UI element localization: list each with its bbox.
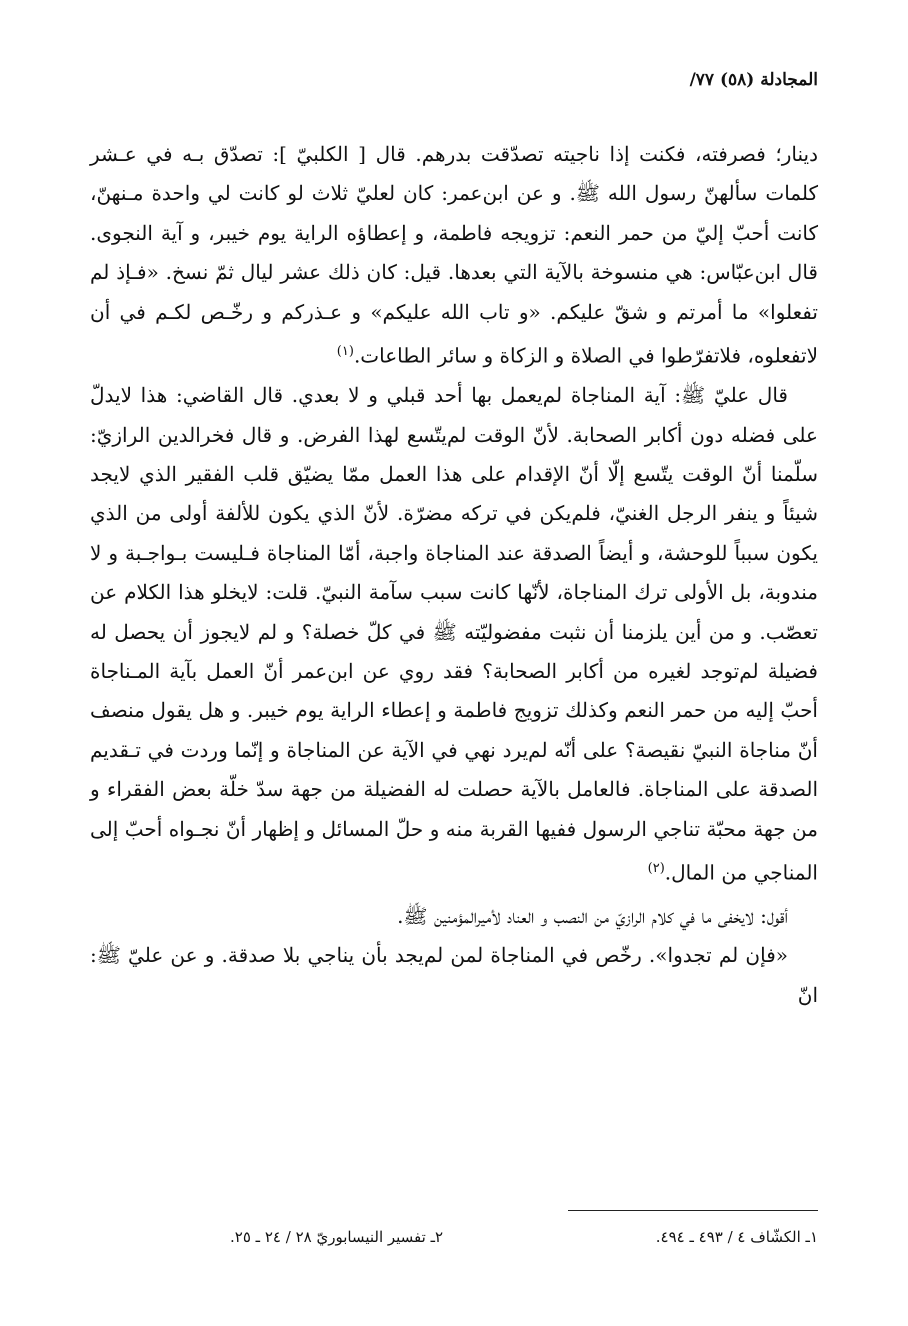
footnote-1: ١ـ الكشّاف ٤ / ٤٩٣ ـ ٤٩٤. [655,1228,818,1246]
paragraph-1 [90,135,818,376]
footnote-ref-1: (١) [336,344,354,360]
footnote-divider [568,1210,818,1211]
page-header [690,70,818,90]
footnote-ref-2: (٢) [647,860,665,876]
paragraph-2-text: قال عليّ ﷺ: آية المناجاة لم‌يعمل بها أحد قبلي و لا بعدي. قال القاضي: هذا لايدلّ على فضله دون أكابر الصحابة. لأنّ الوقت لم‌يتّسع لهذا الفرض. و قال فخرالدين الرازيّ: سلّمنا أنّ الوقت يتّسع إلّا أنّ الإقدام على هذا العمل ممّا يضيّق قلب الفقير الذي لايجد شيئاً و ينفر الرجل الغنيّ، فلم‌يكن في تركه مضرّة. لأنّ الذي يكون للألفة أولى من الذي يكون سبباً للوحشة، و أيضاً الصدقة عند المناجاة واجبة، أمّا المناجاة فـليست بـواجـبة و لا مندوبة، بل الأولى ترك المناجاة، لأنّها كانت سبب سآمة النبيّ. قلت: لايخلو هذا الكلام عن تعصّب. و من أين يلزمنا أن نثبت مفضوليّته ﷺ في كلّ خصلة؟ و لم لايجوز أن يحصل له فضيلة لم‌توجد لغيره من أكابر الصحابة؟ فقد روي عن ابن‌عمر أنّ العمل بآية المـناجاة أحبّ إليه من حمر النعم وكذلك تزويج فاطمة و إعطاء الراية يوم خيبر. و هل يقول منصف أنّ مناجاة النبيّ نقيصة؟ على أنّه لم‌يرد نهي في الآية عن المناجاة و إنّما وردت في تـقديم الصدقة على المناجاة. فالعامل بالآية حصلت له الفضيلة من جهة سدّ خلّة بعض الفقراء و من جهة محبّة تناجي الرسول ففيها القربة منه و حلّ المسائل و إظهار أنّ نجـواه أحبّ إلى المناجي من المال. [90,383,818,885]
paragraph-1-text: دينار؛ فصرفته، فكنت إذا ناجيته تصدّقت بدرهم. قال [ الكلبيّ ]: تصدّق بـه في عـشر كلمات سألهنّ رسول الله ﷺ. و عن ابن‌عمر: كان لعليّ ثلاث لو كانت لي واحدة مـنهنّ، كانت أحبّ إليّ من حمر النعم: تزويجه فاطمة، و إعطاؤه الراية يوم خيبر، و آية النجوى. قال ابن‌عبّاس: هي منسوخة بالآية التي بعدها. قيل: كان ذلك عشر ليال ثمّ نسخ. «فـإذ لم تفعلوا» ما أمرتم و شقّ عليكم. «و تاب الله عليكم» و عـذركم و رخّـص لكـم في أن لاتفعلوه، فلاتفرّطوا في الصلاة و الزكاة و سائر الطاعات. [90,142,819,368]
paragraph-4-text: «فإن لم تجدوا». رخّص في المناجاة لمن لم‌يجد بأن يناجي بلا صدقة. و عن عليّ ﷺ: انّ [90,943,818,1007]
paragraph-3-text: أقول: لايخفى ما في كلام الرازيّ من النصب و العناد لأميرالمؤمنين ﷺ. [397,904,788,929]
footnotes [90,1228,818,1246]
surah-title: المجادلة (٥٨) [719,70,818,90]
body-text [90,135,818,1015]
footnote-2: ٢ـ تفسير النيسابوريّ ٢٨ / ٢٤ ـ ٢٥. [230,1228,444,1246]
paragraph-3 [90,897,818,936]
paragraph-2 [90,376,818,893]
page-number: ٧٧/ [689,70,715,90]
paragraph-4 [90,936,818,1015]
